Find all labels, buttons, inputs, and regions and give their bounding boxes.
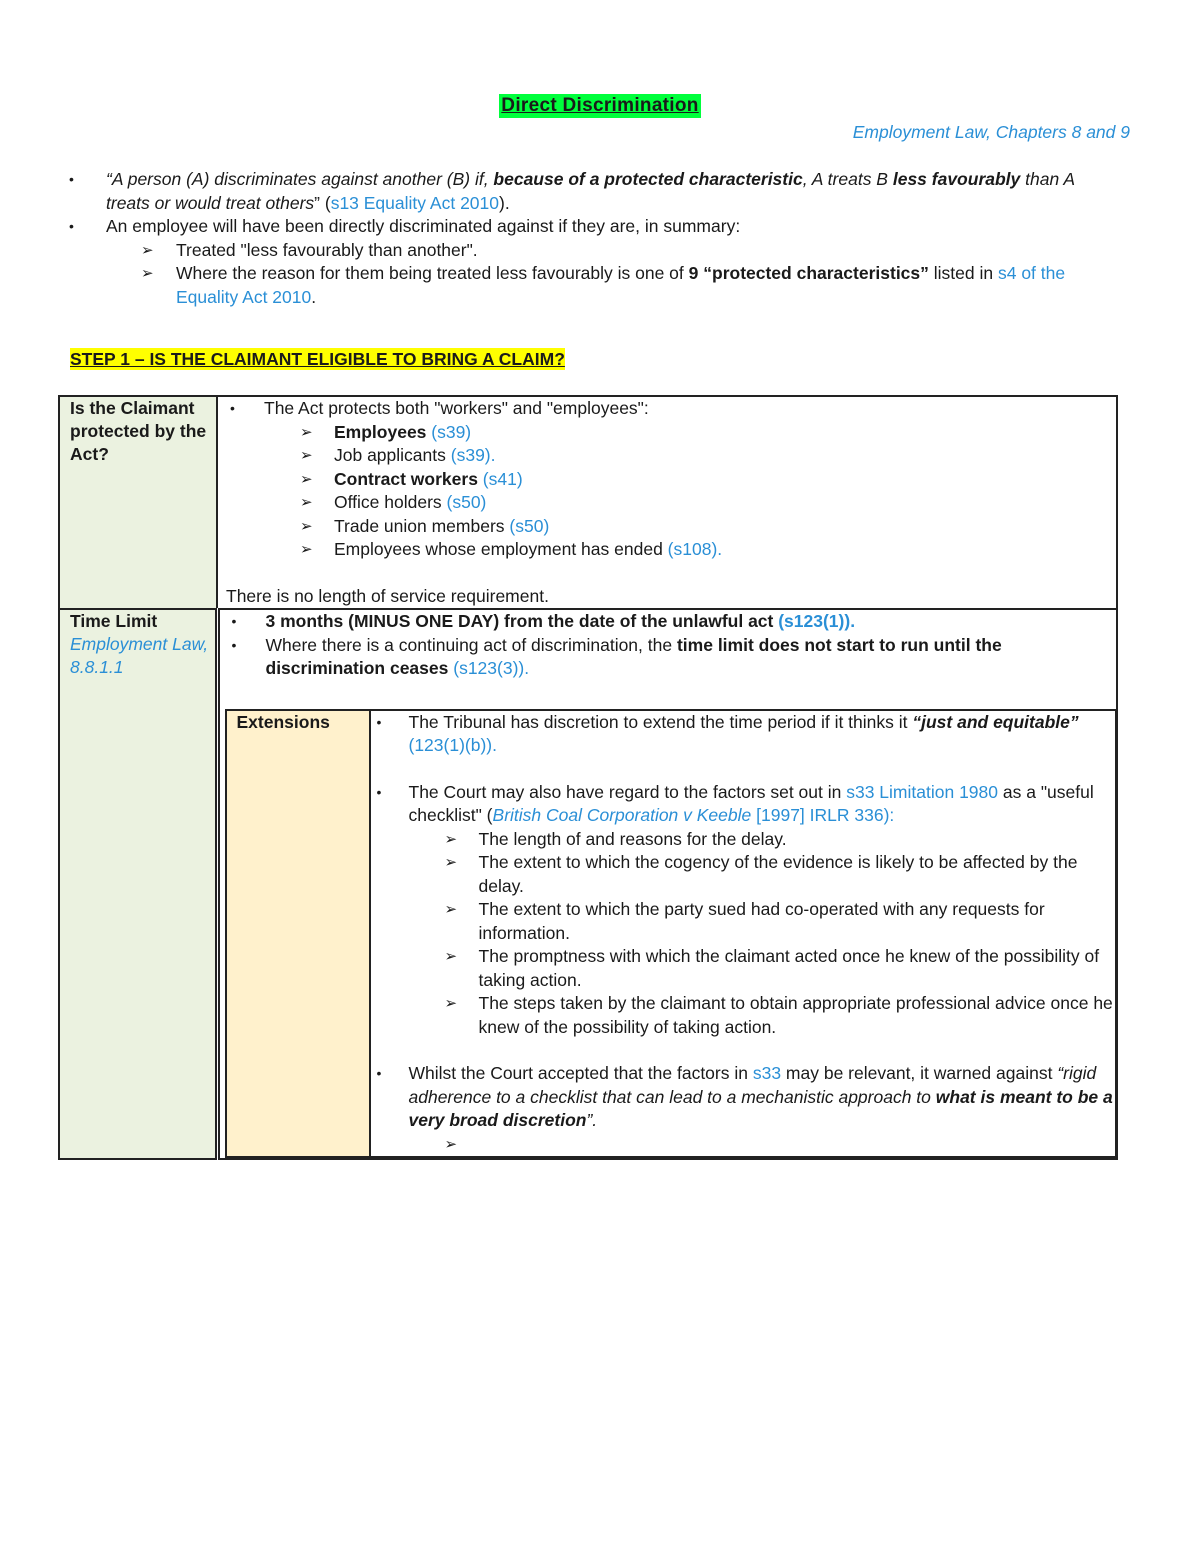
- bullet-icon: •: [376, 713, 382, 730]
- arrow-bullet-icon: ➢: [444, 901, 458, 918]
- list-item: [371, 1133, 1115, 1157]
- arrow-bullet-icon: ➢: [444, 1135, 458, 1153]
- bullet-icon: •: [231, 613, 237, 629]
- arrow-bullet-icon: ➢: [444, 830, 458, 848]
- list-item: ➢ Trade union members (s50): [226, 515, 1108, 539]
- arrow-bullet-icon: ➢: [300, 470, 313, 488]
- link-s4[interactable]: s4 of the Equality Act 2010: [176, 263, 1066, 307]
- eligibility-table: [58, 395, 1118, 1160]
- step-heading: STEP 1 – IS THE CLAIMANT ELIGIBLE TO BRING A CLAIM?: [70, 349, 565, 369]
- list-item: ➢ The extent to which the cogency of the evidence is likely to be affected by the delay.: [444, 852, 1078, 896]
- page-title: Direct Discrimination: [501, 95, 699, 116]
- intro-arrow-item: ➢ Where the reason for them being treated less favourably is one of 9 “protected characteristics” listed in s4 of the Equality Act 2010.: [141, 263, 1066, 307]
- intro-bullet-summary: • An employee will have been directly discriminated against if they are, in summary:: [62, 215, 1122, 239]
- bullet-icon: •: [231, 636, 237, 653]
- arrow-bullet-icon: ➢: [300, 447, 313, 464]
- bullet-icon: •: [230, 400, 235, 416]
- row-label: Is the Claimant protected by the Act?: [70, 398, 207, 464]
- link-s13[interactable]: s13 Equality Act 2010: [330, 192, 499, 213]
- bullet-icon: •: [69, 171, 74, 187]
- list-item: ➢ The length of and reasons for the delay.: [371, 828, 1115, 852]
- list-item: ➢ Contract workers (s41): [226, 468, 1108, 492]
- list-item: ➢ Job applicants (s39).: [226, 444, 1108, 468]
- list-item: ➢ Employees whose employment has ended (s108).: [226, 538, 1108, 562]
- intro-bullet-definition: • “A person (A) discriminates against another (B) if, because of a protected characteristic, A treats B less favourably than A treats or would treat others” (s13 Equality Act 2010).: [69, 169, 1075, 213]
- arrow-bullet-icon: ➢: [300, 517, 313, 535]
- row-label-reference: Employment Law, 8.8.1.1: [70, 634, 209, 677]
- list-item: ➢ Office holders (s50): [226, 491, 1108, 515]
- arrow-bullet-icon: ➢: [444, 854, 458, 871]
- service-note: There is no length of service requirement.: [226, 585, 549, 606]
- extensions-table: Extensions • The Tribunal has discretion to extend the time period if it thinks it “just and equitable” (123(1)(b)). • The Court may also have regard to the factors set out in s33 Limitation 1980 as a "useful checklist" (British Coal Corporation v Keeble [1997] IRLR 336): ➢ The length of and reasons for the delay. ➢ The extent to which the cogency of the evidence is likely to be affected by the delay. ➢ The extent to which the party sued had co-operated with any requests for information. ➢ The promptness with which the claimant acted once he knew of the possibility of taking action. ➢ The steps taken by the claimant to obtain appropriate professional advice once he knew of the possibility of taking action. • Whilst the Court accepted that the factors in s33 may be relevant, it warned against “rigid adherence to a checklist that can lead to a mechanistic approach to what is meant to be a very broad discretion”. ➢: [225, 709, 1118, 1159]
- list-item: ➢ The steps taken by the claimant to obtain appropriate professional advice once he knew of the possibility of taking action.: [444, 993, 1113, 1037]
- bullet-icon: •: [376, 783, 382, 800]
- bullet-icon: •: [69, 218, 74, 234]
- list-item: ➢ Employees (s39): [226, 421, 1108, 445]
- arrow-bullet-icon: ➢: [444, 995, 458, 1012]
- extensions-label: Extensions: [226, 710, 370, 1158]
- intro-list: [62, 168, 1122, 309]
- arrow-bullet-icon: ➢: [444, 948, 458, 965]
- arrow-bullet-icon: ➢: [300, 423, 313, 441]
- intro-arrow-item: ➢ Treated "less favourably than another".: [62, 239, 1122, 263]
- arrow-bullet-icon: ➢: [141, 265, 154, 282]
- list-item: ➢ The promptness with which the claimant acted once he knew of the possibility of taking action.: [444, 946, 1100, 990]
- arrow-bullet-icon: ➢: [141, 241, 154, 259]
- row-label: Time Limit: [70, 611, 158, 631]
- table-row: Is the Claimant protected by the Act? • The Act protects both "workers" and "employees": ➢ Employees (s39) ➢ Job applicants (s39). ➢ Contract workers (s41) ➢ Office holders (s50) ➢ Trade union members (s50) ➢ Employees whose employment has ended (s108). There is no length of service requirement.: [59, 396, 1117, 609]
- bullet-icon: •: [376, 1065, 382, 1081]
- page-subtitle: Employment Law, Chapters 8 and 9: [852, 122, 1130, 142]
- list-item: ➢ The extent to which the party sued had co-operated with any requests for information.: [444, 899, 1045, 943]
- table-row: Time Limit Employment Law, 8.8.1.1 • 3 months (MINUS ONE DAY) from the date of the unlawful act (s123(1)). • Where there is a continuing act of discrimination, the time limit does not start to run until the discrimination ceases (s123(3)). Extensions • The Tribunal has discretion to extend the time period if it thinks it “just and equitable” (123(1)(b)). • The Court may also have regard to the factors set out in s33 Limitation 1980 as a "useful checklist" (British Coal Corporation v Keeble [1997] IRLR 336): ➢ The length of and reasons for the delay. ➢ The extent to which the cogency of the evidence is likely to be affected by the delay. ➢ The extent to which the party sued had co-operated with any requests for information. ➢ The promptness with which the claimant acted once he knew of the possibility of taking action. ➢ The steps taken by the claimant to obtain appropriate professional advice once he knew of the possibility of taking action. • Whilst the Court accepted that the factors in s33 may be relevant, it warned against “rigid adherence to a checklist that can lead to a mechanistic approach to what is meant to be a very broad discretion”. ➢: [59, 609, 1117, 1159]
- arrow-bullet-icon: ➢: [300, 541, 313, 558]
- arrow-bullet-icon: ➢: [300, 494, 313, 511]
